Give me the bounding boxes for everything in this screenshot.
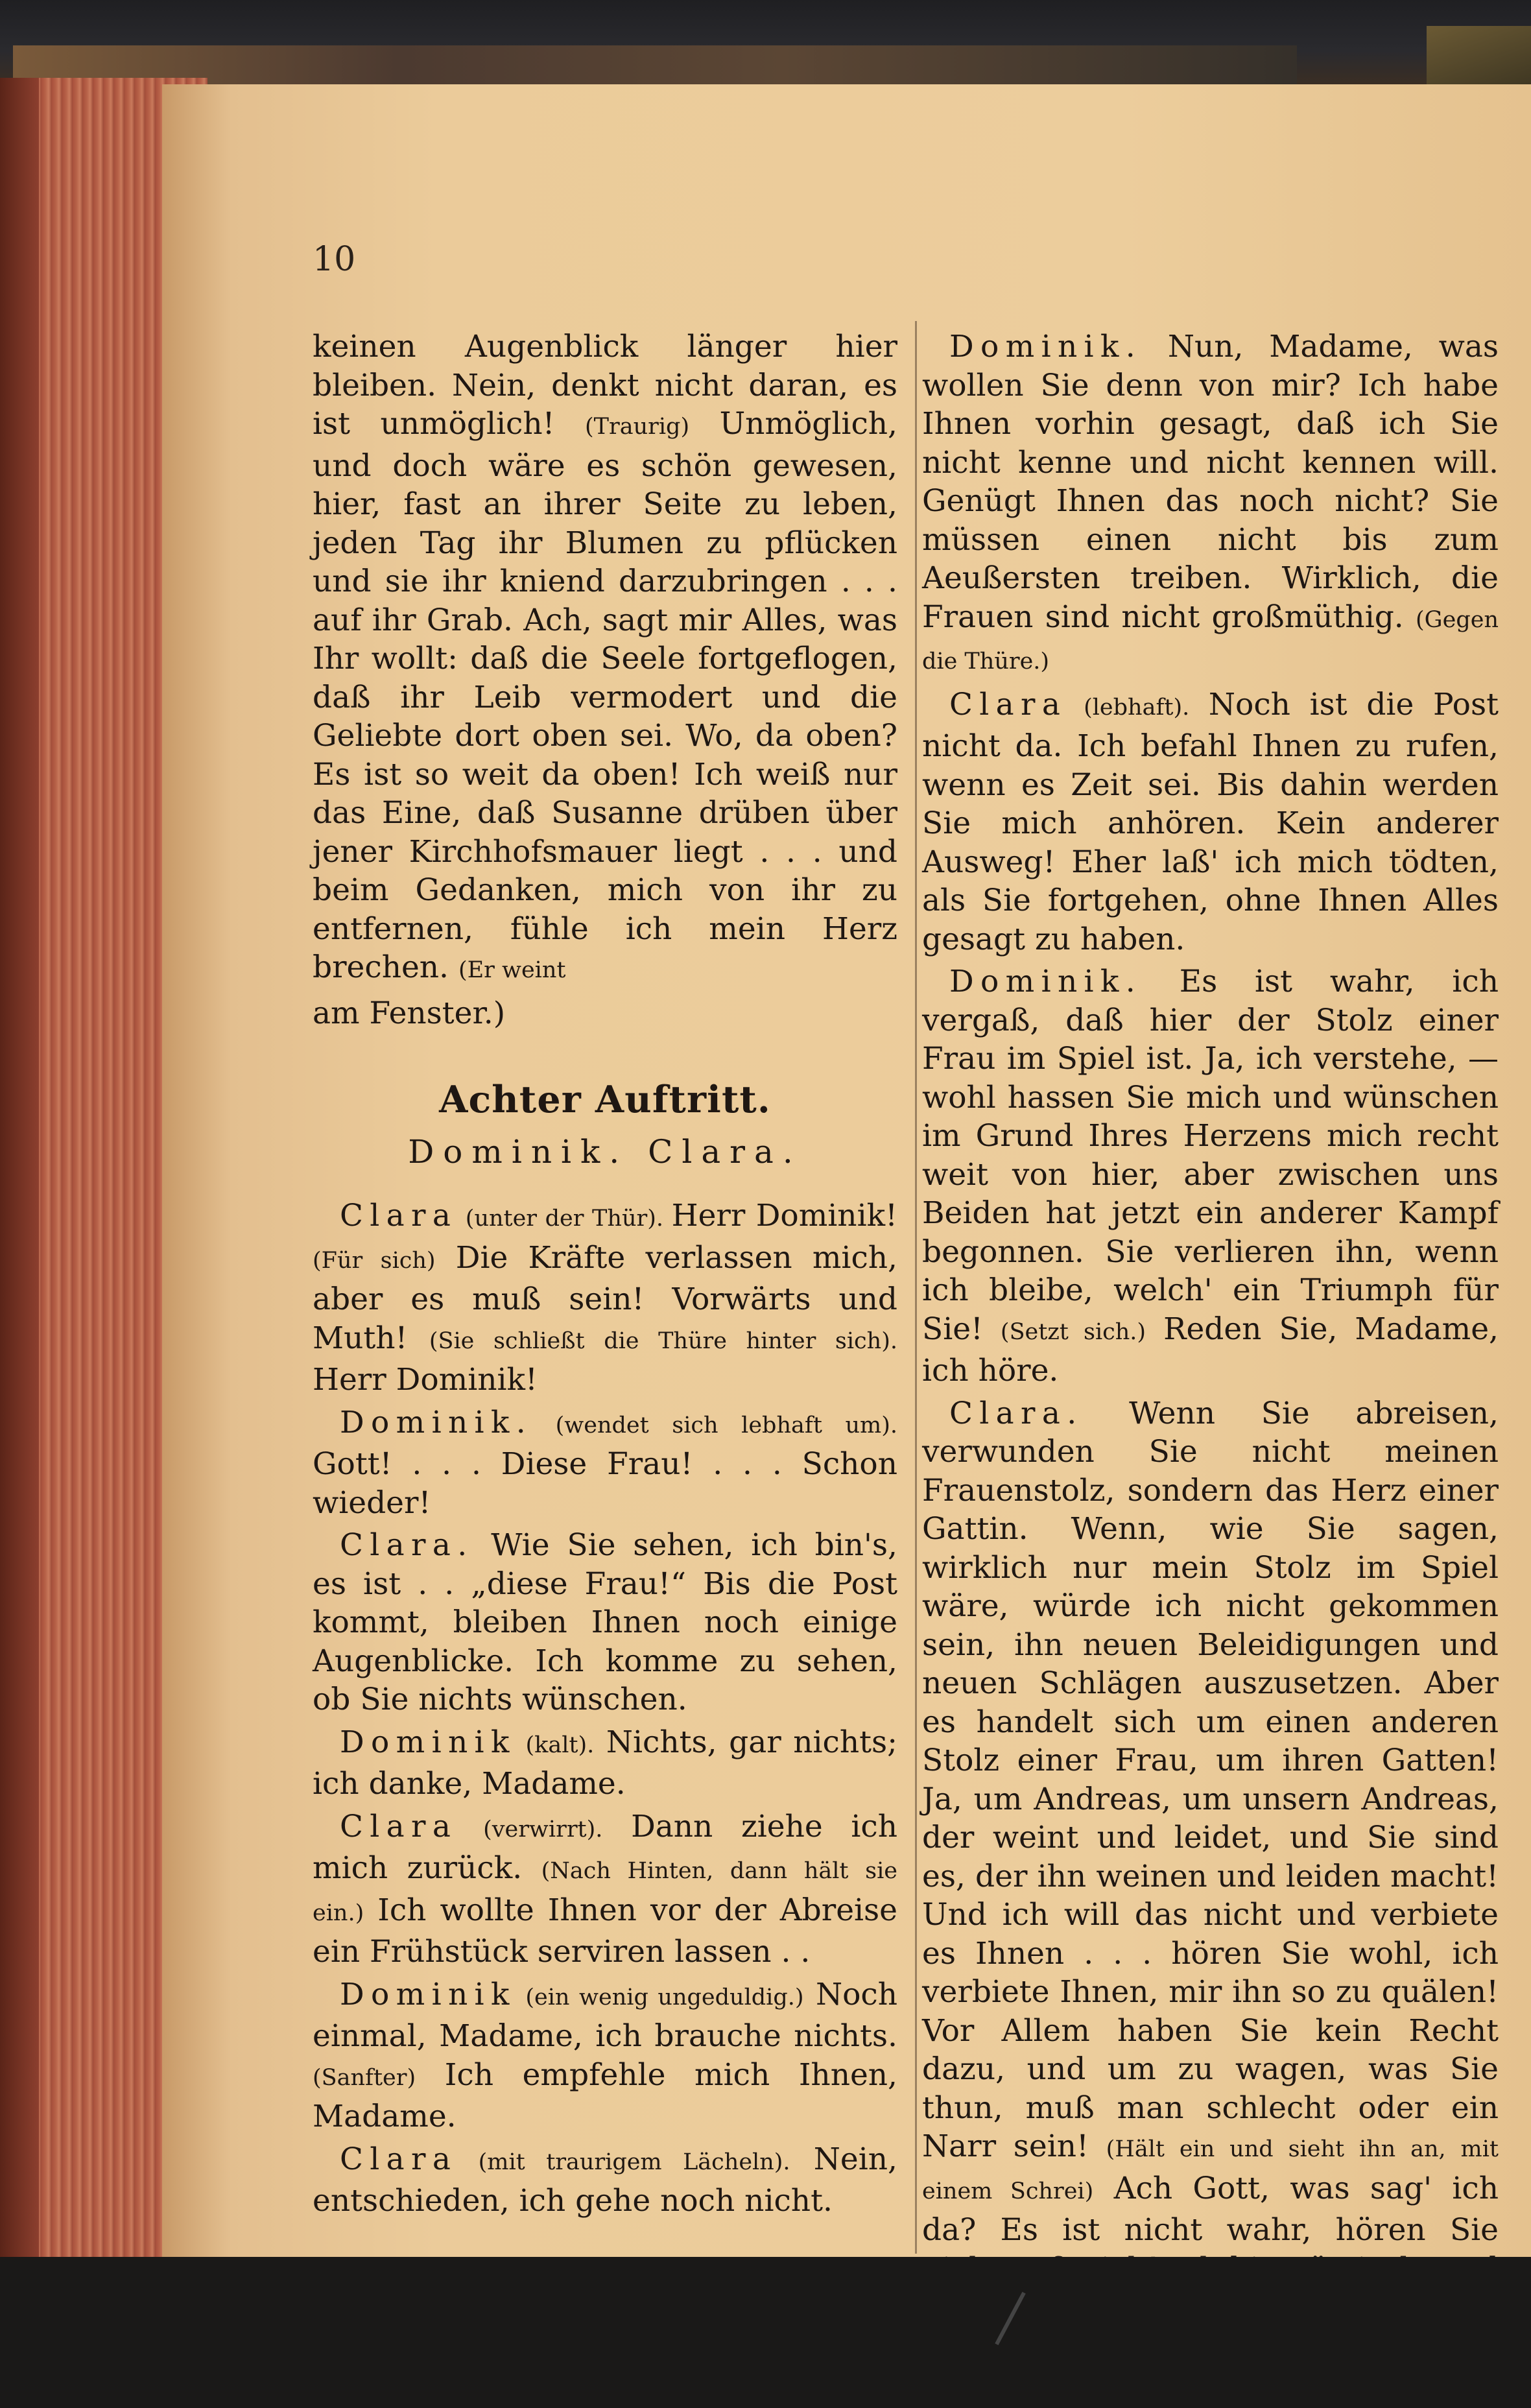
dialogue-paragraph: Dominik (kalt). Nichts, gar nichts; ich danke, Madame. xyxy=(313,1724,897,1802)
speaker-name: Clara xyxy=(949,686,1067,722)
dialogue-paragraph: Clara (verwirrt). Dann ziehe ich mich zurück. (Nach Hinten, dann hält sie ein.) Ich wollte Ihnen vor der Abreise ein Frühstück serviren lassen . . xyxy=(313,1808,897,1970)
page-edges-shadow xyxy=(0,78,39,2270)
stage-direction: am Fenster.) xyxy=(313,995,506,1031)
speaker-name: Clara xyxy=(340,1198,458,1234)
speaker-name: Clara xyxy=(340,2141,458,2177)
dialogue-paragraph: Dominik (ein wenig ungeduldig.) Noch einmal, Madame, ich brauche nichts. (Sanfter) Ich empfehle mich Ihnen, Madame. xyxy=(313,1976,897,2134)
stage-direction: (Traurig) xyxy=(584,414,690,440)
dialogue-paragraph: Dominik. Nun, Madame, was wollen Sie denn von mir? Ich habe Ihnen vorhin gesagt, daß ich Sie nicht kenne und nicht kennen will. Genügt Ihnen das noch nicht? Sie müssen einen nicht bis zum Aeußersten treiben. Wirklich, die Frauen sind nicht großmüthig. (Gegen die Thüre.) xyxy=(922,329,1499,674)
speaker-name: Dominik. xyxy=(340,1404,533,1440)
dialogue-paragraph: Dominik. Es ist wahr, ich vergaß, daß hier der Stolz einer Frau im Spiel ist. Ja, ich verstehe, — wohl hassen Sie mich und wünschen im Grund Ihres Herzens mich recht weit von hier, aber zwischen uns Beiden hat jetzt ein anderer Kampf begonnen. Sie verlieren ihn, wenn ich bleibe, welch' ein Triumph für Sie! (Setzt sich.) Reden Sie, Madame, ich höre. xyxy=(922,964,1499,1389)
page-number: 10 xyxy=(313,240,356,279)
stage-direction: (Er weint xyxy=(458,957,566,983)
speaker-name: Clara xyxy=(340,1808,458,1844)
dialogue-paragraph: Clara. Wie Sie sehen, ich bin's, es ist . . „diese Frau!“ Bis die Post kommt, bleiben Ihnen noch einige Augenblicke. Ich komme zu sehen, ob Sie nichts wünschen. xyxy=(313,1527,897,1717)
scene-heading: Achter Auftritt. xyxy=(439,1078,771,1121)
dialogue-paragraph: Clara (lebhaft). Noch ist die Post nicht da. Ich befahl Ihnen zu rufen, wenn es Zeit sei. Bis dahin werden Sie mich anhören. Kein anderer Ausweg! Eher laß' ich mich tödten, als Sie fortgehen, ohne Ihnen Alles gesagt zu haben. xyxy=(922,686,1499,957)
paragraph: keinen Augenblick länger hier bleiben. Nein, denkt nicht daran, es ist unmöglich! (Traurig) Unmöglich, und doch wäre es schön gewesen, hier, fast an ihrer Seite zu leben, jeden Tag ihr Blumen zu pflücken und sie ihr kniend darzubringen . . . auf ihr Grab. Ach, sagt mir Alles, was Ihr wollt: daß die Seele fortgeflogen, daß ihr Leib vermodert und die Geliebte dort oben sei. Wo, da oben? Es ist so weit da oben! Ich weiß nur das Eine, daß Susanne drüben über jener Kirchhofsmauer liegt . . . und beim Gedanken, mich von ihr zu entfernen, fühle ich mein Herz brechen. (Er weint xyxy=(313,329,897,985)
column-divider xyxy=(915,321,917,2254)
dialogue-paragraph: Clara (mit traurigem Lächeln). Nein, entschieden, ich gehe noch nicht. xyxy=(313,2141,897,2219)
background-surface xyxy=(0,2257,1531,2408)
dialogue-paragraph: Clara (unter der Thür). Herr Dominik! (Für sich) Die Kräfte verlassen mich, aber es muß sein! Vorwärts und Muth! (Sie schließt die Thüre hinter sich). Herr Dominik! xyxy=(313,1198,897,1398)
speaker-name: Dominik xyxy=(340,1976,516,2012)
speaker-name: Clara. xyxy=(949,1395,1084,1431)
speaker-name: Dominik. xyxy=(949,964,1143,999)
left-column xyxy=(313,328,897,2224)
speaker-name: Dominik xyxy=(340,1724,516,1760)
dialogue-paragraph: Clara. Wenn Sie abreisen, verwunden Sie nicht meinen Frauenstolz, sondern das Herz einer Gattin. Wenn, wie Sie sagen, wirklich nur mein Stolz im Spiel wäre, würde ich nicht gekommen sein, ihn neuen Beleidigungen und neuen Schlägen auszusetzen. Aber es handelt sich um einen anderen Stolz einer Frau, um ihren Gatten! Ja, um Andreas, um unsern Andreas, der weint und leidet, und Sie sind es, der ihn weinen und leiden macht! Und ich will das nicht und verbiete es Ihnen . . . hören Sie wohl, ich verbiete Ihnen, mir ihn so zu quälen! Vor Allem haben Sie kein Recht dazu, und um zu wagen, was Sie thun, muß man schlecht oder ein Narr sein! (Hält ein und sieht ihn an, mit einem Schrei) Ach Gott, was sag' ich da? Es ist nicht wahr, hören Sie xyxy=(922,1395,1499,2248)
speaker-name: Dominik. xyxy=(949,329,1143,364)
book-page xyxy=(162,84,1531,2257)
dialogue-paragraph: Dominik. (wendet sich lebhaft um). Gott! . . . Diese Frau! . . . Schon wieder! xyxy=(313,1404,897,1521)
right-column xyxy=(922,328,1499,2369)
speaker-name: Clara. xyxy=(340,1527,474,1563)
scene-characters: Dominik. Clara. xyxy=(408,1133,802,1171)
